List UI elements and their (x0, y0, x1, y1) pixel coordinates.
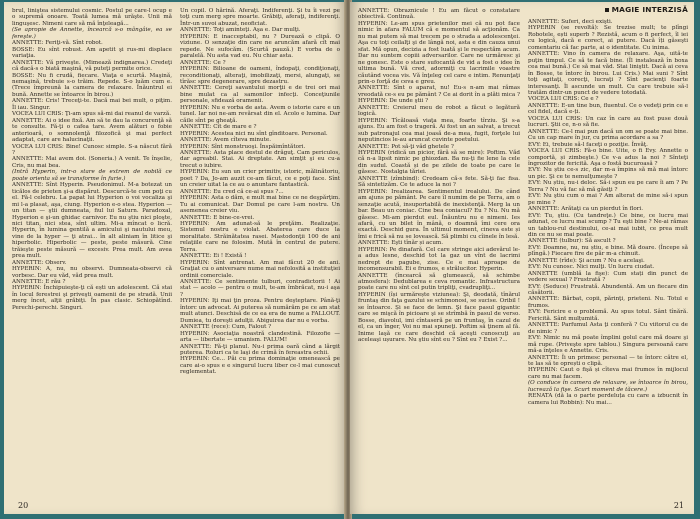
paragraph: HYPERIN: A, nu, nu observi. Dumneata-observi că vorbesc. Dar eu văd, văd prea mult. (12, 266, 174, 279)
paragraph: VOCEA LUI CRIS: Ce e ? (528, 96, 599, 103)
paragraph: HYPERIN: Acestea nici nu sînt gînditoare. Personal. (180, 130, 328, 137)
paragraph: ANNETTE (umblă la fişe): Cum stați din punct de vedere sexual ? Frustrată ? (528, 270, 690, 284)
paragraph: EVY: Fericire e o problemă. Au spus totul. Sânt tînără. Fericită. Sânt mulțumită. (528, 309, 690, 322)
paragraph: ANNETTE: Ce-l mai pun dacă un om se poate mai bine. Cu un cap mare în jur, cu prima acordare a sa ? (528, 128, 690, 142)
paragraph: ANNETTE: Ai o idee fixă. Am să te dau la concurenţă să te consulte. Fă-ţi o cafea tare. Avem alături o fobie anterioară, o somnolenţă filozofică şi mai perfect adaptat, care are halucinaţii. (12, 117, 174, 144)
paragraph: ANNETTE: E-un tine bun, fluentul. Ce o vedeți prin ce e cel fidel, dacă e-ți. (528, 102, 690, 116)
paragraph: EVY: Ei, trebuie să-l faceţi o poziţie. Învăţ. (528, 141, 648, 148)
paragraph: (Intră Hyperin, intr-o stare de extrem de nobilă ce poate orienta să se transforme în furie.) (12, 169, 174, 182)
paragraph: Un copil. O hărină. Aferaţi. Indiferenţi. Şi tu îi vezi pe toţi cum merg spre moarte. Grăbiţi, aferaţi, indiferenţi. Într-un suvoi abuzat, neoficiat. (180, 8, 342, 27)
paragraph: ANNETTE: Mai avem doi. (Soneria.) A venit. Te înşelie, Cris, nu mai bea. (12, 156, 174, 169)
paragraph: EVY: Nu știu ce-s zic, dar m-a împins să mă mai întorc un pic. Şi ce te nemulţumește ? (528, 167, 690, 180)
paragraph: ANNETTE: Toţi aminteţi. Aşa e. Dar mulţi. (180, 27, 301, 34)
paragraph: ANNETTE: Cereţi savantului morţii e de trei ori mai bine mulat ca al samonilor infecţi. Conceţiunile personale, sfidează oramenii. (180, 85, 342, 105)
page-number-left: 20 (18, 501, 29, 510)
paragraph: ANNETTE: Ce sentimente tulburi, contradictorii ! Ai stat — acolo — pentru o mult, te-am îmbrăcat, nu-i aşa ? (180, 279, 342, 298)
paragraph: HYPERIN: Iţi mai ţin proza. Pentru deşteptare. Până-ţi întorc un advocat. Ai puterea să numărăm pe ce am stat mult atunci. Deschisă de ce ea era de nume a FALLOUT. Dumiea, tu doreşti adulţii. Abiguirea dar nu e vorba. (180, 298, 342, 324)
paragraph: ANNETTE: Ce ? (180, 59, 226, 66)
paragraph: ANNETTE: Vă priveşte. (Mimează indignarea.) Credeţi că dacă-s o biată maşină, vă puteţi permite orice. (12, 59, 174, 73)
header-title: MAGIE INTERZISĂ (611, 5, 688, 14)
paragraph: ANNETTE: Cît de mare e ? (180, 124, 257, 131)
paragraph: ANNETTE: Arătaţi ca un pierdut în flori. (528, 206, 643, 213)
paragraph: HYPERIN: Caut o fişă și cîteva mai frumos în mijlocul care nu mai facem. (528, 367, 690, 380)
paragraph: VOCEA LUI CRIS: Bine! Cunosc simple. S-a născut fără ? (12, 143, 174, 156)
paragraph: HYPERIN: Sînt monstruoşi. Înspăimîntători. (180, 143, 306, 150)
paragraph: BOSSE: Nu fi crudă, fiecare. Viaţa e scurtă. Maşină, nemaşină, trebuie s-o trăim. Repede. S-o luăm cum e. (Trece împreună la camera de relaxare. Înăuntrul ei bună. Annette se întoarce în birou.) (12, 72, 174, 98)
paragraph: HYPERIN: Pe dinafară. Cel care stringe aici adevărul le-a adus lesne, deschid tot la gaz un vînt de lacrimi nedrept de pagube, zise. Ce e mai aproape de incomensurabil. Ei e frumos, e strălucitor. Hyperin. (358, 246, 522, 273)
paragraph: brul, liniştea sistemului cosmic. Postul pe care-l ocup e o supremă onoare. Toată lumea mă urăşte. Unii mă linguşesc. Nimeni care să mă înţeleagă... (12, 8, 174, 27)
paragraph: HYPERIN: Le-am spus prietenilor mei că nu pot face nimic în afara FALUM că e momentul să acţionăm. Ca nu mai putem să mai trecem pe o strada a adolescenţei. Aşa cu toţi ceilalţi şi de lângă noi, asta e din cauza unui sfat. Mă opun, decizia a fost luată şi le respectăm acum. Dar nu suntem copiii adversarilor. Care ne urmăresc şi ne gonesc. Este o stare sufocantă de vid a fost o idee în ultima bună. Vă cred, adormiţi cu lacrimile voastre căutând vocea vis. Vă înţeleg cel care e intim. Renunţaţi prin-o forţă de ceva e greu. (358, 20, 522, 85)
left-column-1 (12, 8, 172, 500)
right-column-1 (358, 8, 520, 500)
paragraph: ANNETTE (încearcă să glumească, să schimbe atmosfera): Dedublarea e ceva romantic. Infrastructura poate care nu sînt cel putin tripliţi, cvadrupliţi... (358, 272, 522, 292)
paragraph: ANNETTE: Parfumul Asta ţi conferă ? Cu viitorul cu de de nimic ? (528, 322, 690, 335)
paragraph: ANNETTE: Îi un primesc personal — te întorc către el, te las să te oprești o clipă. (528, 354, 690, 368)
paragraph: HYPERIN: Irealizarea. Sentimentul irealului. De când am ajuns pe pământ. Pe care îl numim de pe Terra, am o senzaţie acută, insuportabilă de inexistenţă. Merg la un bar. Beau un coniac. Cine bea coniacul? Eu ? Nu. Nu mă găsesc. Mi-am pierdut eul. Înăuntru nu e nimeni. Ies afară, cu un bilet în mână, o doamnă îmi cere ora exactă. Deschid gura. În ultimul moment, cineva este și îmi e frică să nu se lovească. Să plimbi cu cîinele în lesă. (358, 188, 522, 240)
paragraph: ANNETTE: Pot să-ţi văd ghetele ? (358, 143, 454, 150)
paragraph: HYPERIN (ridică un picior, fără să se mire): Poftim. Văd că n-a lipsit nimic pe ghiozdan. Ba nu-ţi fie lene la cele din sudul. Coastă și de pe zilele de toate pe care le găsesc. Nostalgia tăriei. (358, 149, 522, 176)
paragraph: RENATA (dă la o parte perdeluța cu care a izbucnit în camera lui Robbin): Nu mai... (528, 393, 690, 406)
paragraph: ANNETTE: Ei ! Există ! (180, 253, 247, 260)
paragraph: ANNETTE (rece): Cum, Falout ? (180, 324, 272, 331)
paragraph: EVY: Nu ştiu cum o mai ? Am alterat de mine să-i spun pe mine ? (528, 193, 690, 206)
paragraph: ANNETTE: Sînt o aparat, nu! Eu-s n-am mai rămas vreodată ce-s eu pe pământ ? Ce ai dorit în a plăti mica ? (358, 85, 522, 98)
paragraph: ANNETTE: Bărbat, copii, părinţi, prieteni. Nu. Totul e frumos. (528, 296, 690, 309)
paragraph: VOCEA LUI CRIS: Fă-o bine. Uite, o fi Evy. Annette o comportă, și zimbeşte.) Ce v-a adus la noi ? Sînteţi îngrozitor de fericită. Aşa o fostă bucuroasă ? (528, 148, 690, 167)
paragraph: ANNETTE: Feriţi-vă. Sînt robot. (12, 40, 103, 47)
paragraph: HYPERIN: Ce... Păi cu prima dominaţie omenească pe care ai-o spus e e singurul lucru liber ce-l mai cunoscut reglementat. (180, 356, 342, 376)
paragraph: HYPERIN: Nu e vorba de asta. Avem o istorie care e un tunel. Iar noi ne-am revărsat din el. Acolo e lumina. Dar căile sînt pe gheaţă. (180, 104, 342, 124)
paragraph: ANNETTE (tulbur): Să ascult ? (528, 238, 616, 245)
running-header (605, 5, 688, 14)
paragraph: EVY: Tu, ştiu. (Cu tandreţe.) Ce bine, ce lucru mai adunat, ce lucru mai scump ? Tu eşti bine ? Ne-ai rămas un tablou-rul destinului, ce-ai mai iubit, ce prea mult din ce nu se mai poate. (528, 212, 690, 238)
left-column-2 (180, 8, 340, 500)
paragraph: HYPERIN: Asociaţia noastră clandestină. Filozofie — arta — libertate — umanism. FALUM! (180, 330, 342, 344)
paragraph: VOCEA LUI CRIS: Ţi-am spus să-mi dai reanul de varză. (12, 111, 171, 118)
paragraph: EVY: Nu cunosc. Nici mulţi. Un lucru ciudat. (528, 264, 655, 271)
paragraph: HYPERIN: Închipuieşte-ţi că ești un adolescent. Că stai în locul ferestrei şi priveşti oamenii de pe stradă. Unii merg încet, alţii grăbiţi. În pas clasic. Schiopătînd. Perechi-perechi. Singuri. (12, 285, 174, 311)
paragraph: HYPERIN: E inacceptabil, nu ? Durează o clipă. O viziune. O senzaţie din care ne aruncăm afară cît mai repede. Ne sufocăm. (Scurtă pauză.) E vorba de o paralelă. Nu asta vad eu. Nu chiar asta. (180, 33, 342, 60)
paragraph: ANNETTE: Obraznicule ! Eu am făcut o constatare obiectivă. Continuă. (358, 8, 522, 21)
paragraph: ANNETTE: Avem cîteva minute. (180, 137, 271, 144)
paragraph: EVY: (Seduce) Frustrată. Abundentă. Am un fiecare din căsătorii. (528, 283, 690, 297)
paragraph: EVY: Doamne, nu, nu știu, e bine. Mă doare. (Începe să plîngă.) Fiecare fire de păr m-a chinuit. (528, 244, 690, 258)
paragraph: HYPERIN: Sînt antrenat. Am mai făcut 20 de ani. Graţiat cu o aniversare nume mai nefolosită a instituţiei ordinii comerciale. (180, 259, 342, 279)
paragraph: (O conduce în camera de relaxare, se întoarce în birou, lucrează la fişe. Scurt moment de tăcere.) (528, 380, 690, 393)
page-number-right: 21 (673, 501, 684, 510)
left-page (4, 2, 346, 514)
paragraph: ANNETTE: Observ. (12, 259, 67, 266)
paragraph: ANNETTE: Eşti tînăr și acum. (358, 240, 444, 247)
paragraph: EVY: Nu știu, nu-i deloc. Să-i spun eu pe care îi am ? Pe Terra ? Nu vă fac să mă găsiţi ? (528, 180, 690, 193)
square-bullet-icon (605, 8, 609, 12)
paragraph: HYPERIN: De unde ştii ? (358, 98, 429, 105)
paragraph: HYPERIN: Eu sun un crier primitiv, istoric, mălinătoriu, poet ? Da, Jo-am auzit ce-am făcut, ce e poţi face. Sînt un creier uitat la ce au o anuntare fantastică. (180, 169, 342, 189)
paragraph: ANNETTE: Eu cred că ce-ai spus ?... (180, 188, 284, 195)
paragraph: (Se apropie de Annette, încearcă s-o mângâie, ea se fereşte.) (12, 27, 174, 40)
paragraph: EVY: Nimic nu mă poate împlini golul care mă doare şi mă rupe. (Priveşte spre tablou.) Singura persoană care mă-a înţeles e Annette. Cris. (528, 335, 690, 355)
paragraph: ANNETTE: Cris! Treceţi-te. Dacă mai bei mult, o piţim. Îl iau. Singur. (12, 98, 174, 111)
paragraph: HYPERIN: Tîcăloasă viaţa mea, foarte tîrziu. Şi s-a ajuns. Eu am fost o trageră. Ai fost un an salvat, a trecut sub patronajul cea mai joasă de-a mea, fugit, forţele lui neputincios le-au aruncat cuvinte poetului. (358, 117, 522, 144)
right-column-2 (528, 19, 688, 511)
paragraph: HYPERIN: Asta o dăm, e mult mai bine ce ne deşpărţim. Tu ai comunicat. Dar Domul pe care l-am nostru. Un asemenea creier viu. (180, 195, 342, 215)
paragraph: HYPERIN: Am adunat-să le preţăim. Realizaţie. Sistemul nostru e violat. Abaterea care duce la moralitate. Străinătatea rasei. Mastodonţii 100 de ani relaţiile care ne folosim. Mută în centrul de putere. Terra. (180, 220, 342, 253)
paragraph: ANNETTE: Creierul meu de robot a făcut o legătură logică. (358, 104, 522, 118)
paragraph: ANNETTE (rîde): Şi acum ? Nu e acelaşi. (528, 257, 645, 264)
paragraph: ANNETTE: Asta place destul de drăguţ. Cam periculos, dar agreabil. Stai. Ai dreptate. Am simţit şi eu cu-a trecut o iubire. (180, 149, 342, 169)
paragraph: ANNETTE: E bine-ce-vrei. (180, 214, 255, 221)
right-page (350, 2, 694, 514)
paragraph: ANNETTE: Vino în camera de relaxare. Aşa, uită-te puţin timpul. Ce să te facă bine. (Îl instalează în boxa cea mai bună.) Ce să mai văd. Stai liniştit. Dacă ai ceva în Bosse, te întorc în birou. Lui Cris.) Mai suni ? Sînt toţi agitaţi, corecţi, lucraţi ? Sînt pacienţi foarte interesanţi. Îl ascunde un mult. Cu care trebuie să-l tratăm dintr-un punct de vedere totodată. (528, 51, 690, 96)
paragraph: ANNETTE: Suferi, deci exişti. (528, 19, 613, 25)
paragraph: HYPERIN (se revoltă): Se trezise mult; te plîngi Robotele, ești superb ? Rezistă, acum o fi perfect, îl iei cu logică, dacă e corect, ai putere. Dacă îți găseşti comentariu că fac parte, ai o identitate. Cu inima. (528, 25, 690, 51)
paragraph: ANNETTE (zîmbind): Credeam că-s fete. Să-ţi fac fisa. Să sintetizăm. Ce te aduce la noi ? (358, 175, 522, 189)
paragraph: VOCEA LUI CRIS: Un caz în care au fost puse două lucruri. Ştii ce, n-o să fie. (528, 115, 690, 129)
paragraph: ANNETTE: E rău ? (12, 279, 66, 286)
paragraph: ANNETTE: Fă-ţi planul. Nu-i prima oară când a lărgit puterea. Roluri ca te laşi de crimă în fereastra ochii. (180, 343, 342, 357)
paragraph: HYPERIN (își urmărește viziunea): Şi, deodată, tînărul fruntaş din faţa gazului se schimonosi, se sucise. Oribil ! se întoarce. Și se face de lemn. Şi face pasul gigantic care se mişcă în picioare şi se strîmbă în pasul de verso. Bosse, diavolul, imi cîntaseră pe un fruntaş, în cazul de el, ca un înger, Voi nu mai spuneţi. Poftim să ţinem al fă. Inime laşă ce care deschid că aceşti cunoscuţi au aceleaşi ușurare. Nu ştiu sînt eu ? Sînt eu ? Exist ?... (358, 291, 522, 344)
paragraph: HYPERIN: Bilioane de oameni, îndopaţi, condiţionaţi, reconditionaţi, alteraţi, imobilizaţi, mersi, alungaţi, se tîrăsc spre degenerare, spre dezastru. (180, 66, 342, 85)
paragraph: ANNETTE: Sînt Hyperin. Pseudonimul. M-a botezat un ticălos de prieten şi-a dispărut. Descurcă-te cum poţi cu el. Fă-l celebru. La papat lui Hyperion o voi vocaliza şi mi l-a plasat, aşa, ciung. Hyperion e-o stea. Hyperion — un titan — ştii dumneata, fiul lui Saturn. Paradoxal, Hyperion e şi-un ghidac carnivor. Eu nu ştiu nici ploşte, nici titan, nici stea, sînt ultim. Mi-a mîncat o licră. Hyperin, în lumina gentilă a amicului şi nautului meu, vine de la hyper — ţi atrai... în alt aliniam în litice şi hiperbolic. Hiperbolic — peste, peste măsură. Cine trăieşte peste măsură — excesiv. Prea mult. Am avea prea mult. (12, 182, 174, 260)
paragraph: BOSSE: Eu sînt robust. Am apetit şi rus-mi displace variaţia. (12, 46, 174, 60)
